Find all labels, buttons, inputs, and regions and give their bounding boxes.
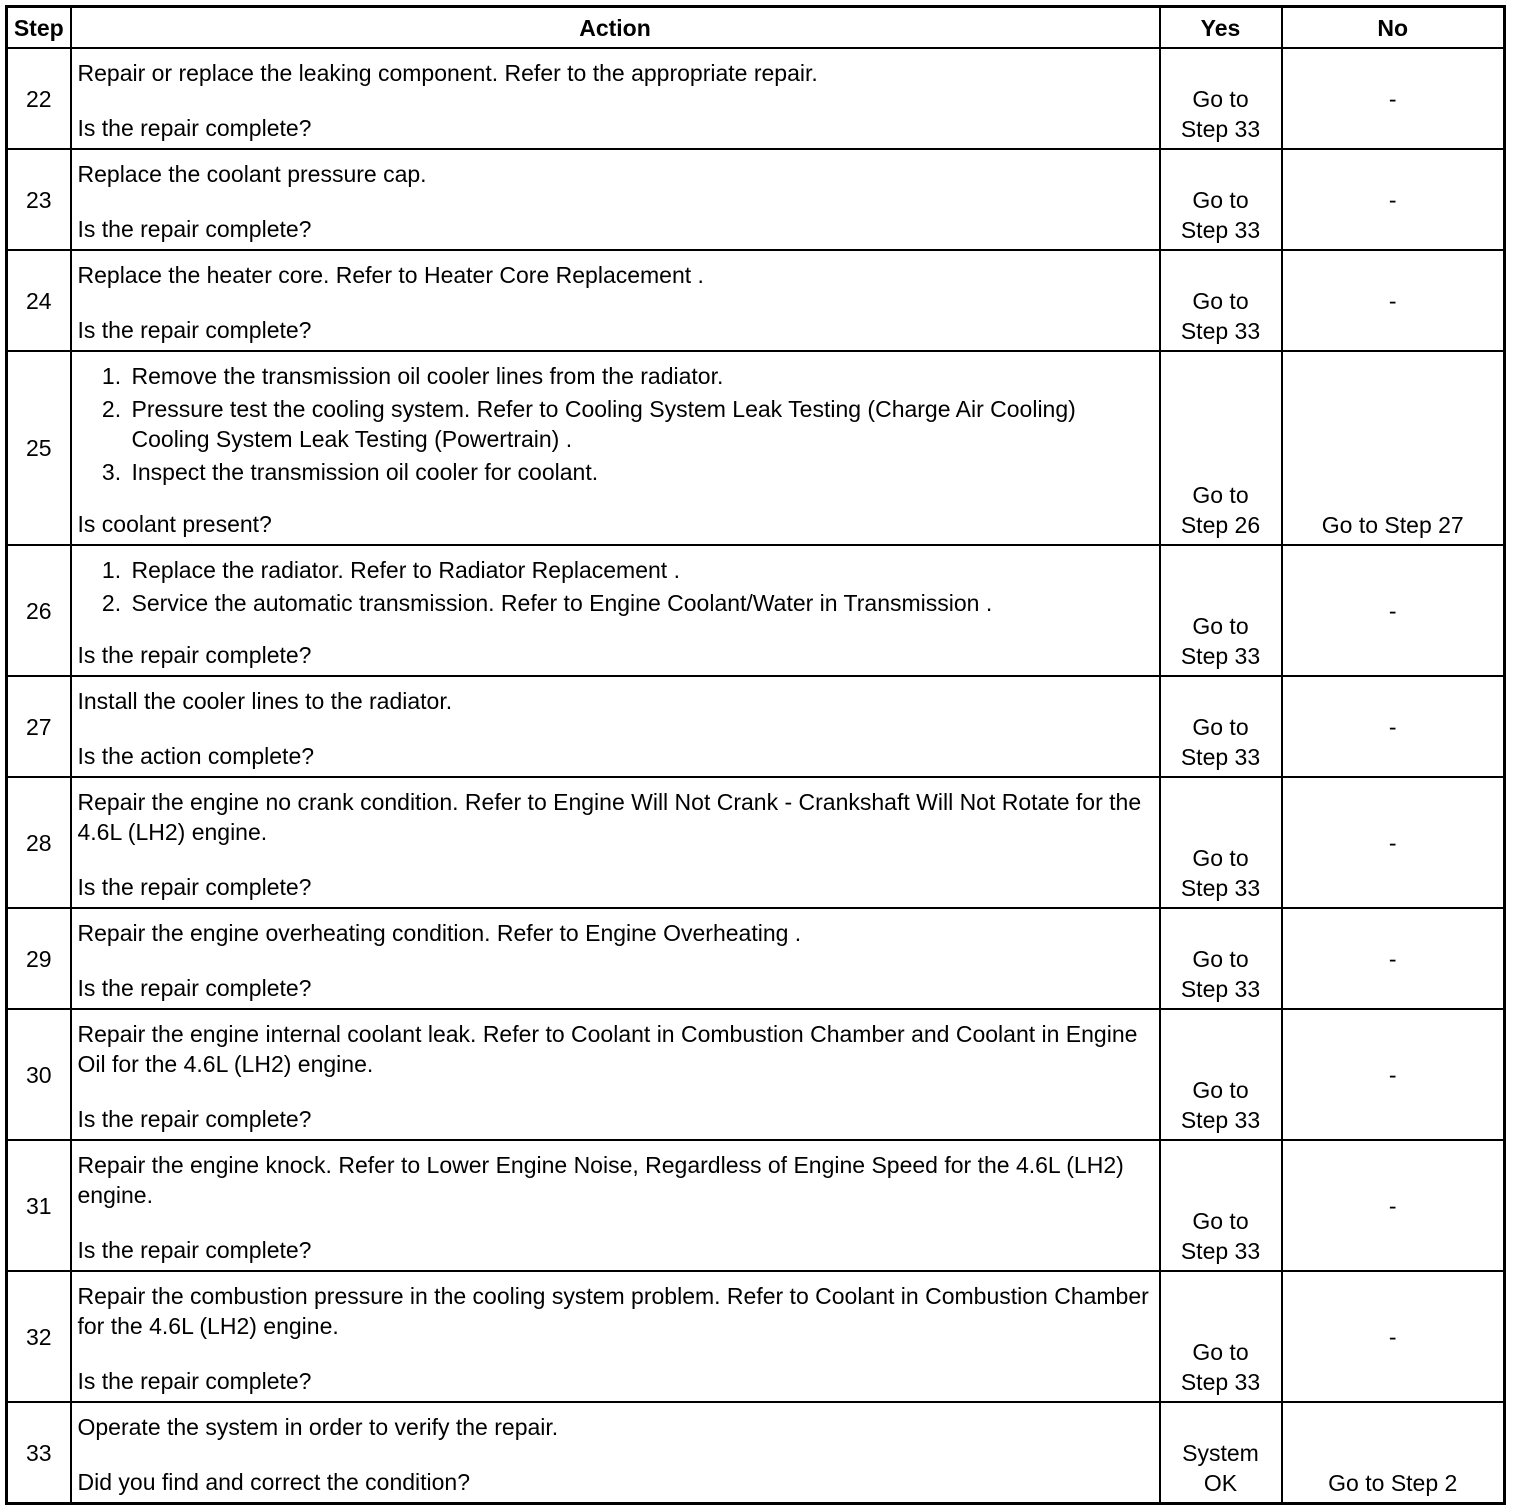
yes-line: Go to bbox=[1192, 288, 1249, 314]
action-list bbox=[78, 361, 1153, 487]
table-row bbox=[7, 1402, 1505, 1504]
step-number: 28 bbox=[7, 777, 71, 908]
no-cell: Go to Step 2 bbox=[1282, 1402, 1505, 1504]
yes-line: Go to bbox=[1192, 1339, 1249, 1365]
table-row bbox=[7, 777, 1505, 908]
step-number: 26 bbox=[7, 545, 71, 676]
yes-cell bbox=[1160, 1009, 1282, 1140]
yes-line: Go to bbox=[1192, 187, 1249, 213]
step-number: 27 bbox=[7, 676, 71, 777]
table-row bbox=[7, 1140, 1505, 1271]
action-question: Is the repair complete? bbox=[77, 642, 312, 668]
yes-cell bbox=[1160, 545, 1282, 676]
action-cell bbox=[71, 1009, 1160, 1140]
yes-cell bbox=[1160, 908, 1282, 1009]
yes-line: Step 33 bbox=[1180, 744, 1261, 770]
action-text: Replace the heater core. Refer to Heater Core Replacement . bbox=[77, 262, 704, 288]
action-question: Is the repair complete? bbox=[77, 115, 312, 141]
no-cell: - bbox=[1282, 676, 1505, 777]
header-no: No bbox=[1282, 7, 1505, 49]
action-question: Is the repair complete? bbox=[77, 1106, 312, 1132]
table-row bbox=[7, 48, 1505, 149]
yes-line: Step 33 bbox=[1180, 318, 1261, 344]
table-body bbox=[7, 48, 1505, 1504]
action-list-item: 2. Pressure test the cooling system. Refer to Cooling System Leak Testing (Charge Air Cooling) Cooling System Leak Testing (Powertrain) . bbox=[128, 394, 1153, 454]
action-text: Operate the system in order to verify the repair. bbox=[77, 1414, 559, 1440]
yes-line: Go to bbox=[1192, 482, 1249, 508]
yes-line: Step 26 bbox=[1180, 512, 1261, 538]
action-question: Is the repair complete? bbox=[77, 317, 312, 343]
yes-line: Step 33 bbox=[1180, 875, 1261, 901]
yes-cell bbox=[1160, 1140, 1282, 1271]
no-cell: - bbox=[1282, 908, 1505, 1009]
table-row bbox=[7, 149, 1505, 250]
step-number: 32 bbox=[7, 1271, 71, 1402]
yes-line: Go to bbox=[1192, 845, 1249, 871]
table-row bbox=[7, 1009, 1505, 1140]
table-row bbox=[7, 1271, 1505, 1402]
yes-line: Step 33 bbox=[1180, 1238, 1261, 1264]
action-question: Is the repair complete? bbox=[77, 216, 312, 242]
step-number: 33 bbox=[7, 1402, 71, 1504]
yes-cell bbox=[1160, 250, 1282, 351]
step-number: 23 bbox=[7, 149, 71, 250]
no-cell: - bbox=[1282, 149, 1505, 250]
step-number: 25 bbox=[7, 351, 71, 545]
yes-line: Go to bbox=[1192, 1208, 1249, 1234]
action-cell bbox=[71, 250, 1160, 351]
yes-cell bbox=[1160, 149, 1282, 250]
yes-cell bbox=[1160, 777, 1282, 908]
header-action: Action bbox=[71, 7, 1160, 49]
yes-line: OK bbox=[1203, 1470, 1238, 1496]
yes-line: Go to bbox=[1192, 946, 1249, 972]
action-list-item: 3. Inspect the transmission oil cooler for coolant. bbox=[128, 457, 1153, 487]
no-cell: Go to Step 27 bbox=[1282, 351, 1505, 545]
action-text: Repair the engine internal coolant leak. Refer to Coolant in Combustion Chamber and Coolant in Engine Oil for the 4.6L (LH2) engine. bbox=[77, 1021, 1138, 1077]
action-list-item: 1. Replace the radiator. Refer to Radiator Replacement . bbox=[128, 555, 1153, 585]
action-cell bbox=[71, 777, 1160, 908]
yes-line: Go to bbox=[1192, 714, 1249, 740]
action-text: Repair the engine no crank condition. Refer to Engine Will Not Crank - Crankshaft Will Not Rotate for the 4.6L (LH2) engine. bbox=[77, 789, 1142, 845]
action-question: Is the repair complete? bbox=[77, 1237, 312, 1263]
no-cell: - bbox=[1282, 545, 1505, 676]
action-cell bbox=[71, 1402, 1160, 1504]
action-text: Install the cooler lines to the radiator. bbox=[77, 688, 453, 714]
no-cell: - bbox=[1282, 777, 1505, 908]
action-list-item: 1. Remove the transmission oil cooler lines from the radiator. bbox=[128, 361, 1153, 391]
yes-line: Step 33 bbox=[1180, 1369, 1261, 1395]
no-cell: - bbox=[1282, 1271, 1505, 1402]
table-row bbox=[7, 545, 1505, 676]
yes-cell bbox=[1160, 1402, 1282, 1504]
diagnostic-table-container bbox=[5, 5, 1506, 1505]
header-step: Step bbox=[7, 7, 71, 49]
action-cell bbox=[71, 1140, 1160, 1271]
header-row bbox=[7, 7, 1505, 49]
action-list-item: 2. Service the automatic transmission. Refer to Engine Coolant/Water in Transmission . bbox=[128, 588, 1153, 618]
table-row bbox=[7, 351, 1505, 545]
yes-line: Step 33 bbox=[1180, 217, 1261, 243]
action-cell bbox=[71, 149, 1160, 250]
step-number: 29 bbox=[7, 908, 71, 1009]
action-text: Repair the engine knock. Refer to Lower Engine Noise, Regardless of Engine Speed for the 4.6L (LH2) engine. bbox=[77, 1152, 1124, 1208]
action-question: Is the repair complete? bbox=[77, 1368, 312, 1394]
step-number: 24 bbox=[7, 250, 71, 351]
action-text: Repair or replace the leaking component. Refer to the appropriate repair. bbox=[77, 60, 818, 86]
action-text: Repair the engine overheating condition. Refer to Engine Overheating . bbox=[77, 920, 802, 946]
yes-line: Step 33 bbox=[1180, 1107, 1261, 1133]
no-cell: - bbox=[1282, 48, 1505, 149]
table-row bbox=[7, 250, 1505, 351]
action-question: Is coolant present? bbox=[77, 511, 272, 537]
action-question: Is the repair complete? bbox=[77, 975, 312, 1001]
yes-cell bbox=[1160, 351, 1282, 545]
header-yes: Yes bbox=[1160, 7, 1282, 49]
step-number: 31 bbox=[7, 1140, 71, 1271]
yes-line: Step 33 bbox=[1180, 116, 1261, 142]
action-cell bbox=[71, 1271, 1160, 1402]
step-number: 30 bbox=[7, 1009, 71, 1140]
yes-line: Go to bbox=[1192, 613, 1249, 639]
yes-line: Step 33 bbox=[1180, 976, 1261, 1002]
action-cell bbox=[71, 676, 1160, 777]
action-cell bbox=[71, 48, 1160, 149]
action-question: Did you find and correct the condition? bbox=[77, 1469, 471, 1495]
yes-line: System bbox=[1182, 1440, 1259, 1466]
table-row bbox=[7, 908, 1505, 1009]
yes-line: Step 33 bbox=[1180, 643, 1261, 669]
no-cell: - bbox=[1282, 1140, 1505, 1271]
yes-line: Go to bbox=[1192, 1077, 1249, 1103]
action-text: Repair the combustion pressure in the cooling system problem. Refer to Coolant in Combustion Chamber for the 4.6L (LH2) engine. bbox=[77, 1283, 1149, 1339]
action-cell bbox=[71, 545, 1160, 676]
yes-cell bbox=[1160, 48, 1282, 149]
yes-cell bbox=[1160, 676, 1282, 777]
action-cell bbox=[71, 908, 1160, 1009]
action-text: Replace the coolant pressure cap. bbox=[77, 161, 427, 187]
yes-cell bbox=[1160, 1271, 1282, 1402]
no-cell: - bbox=[1282, 250, 1505, 351]
no-cell: - bbox=[1282, 1009, 1505, 1140]
action-cell bbox=[71, 351, 1160, 545]
table-row bbox=[7, 676, 1505, 777]
step-number: 22 bbox=[7, 48, 71, 149]
yes-line: Go to bbox=[1192, 86, 1249, 112]
action-question: Is the action complete? bbox=[77, 743, 315, 769]
action-question: Is the repair complete? bbox=[77, 874, 312, 900]
action-list bbox=[78, 555, 1153, 618]
diagnostic-table bbox=[5, 5, 1506, 1505]
